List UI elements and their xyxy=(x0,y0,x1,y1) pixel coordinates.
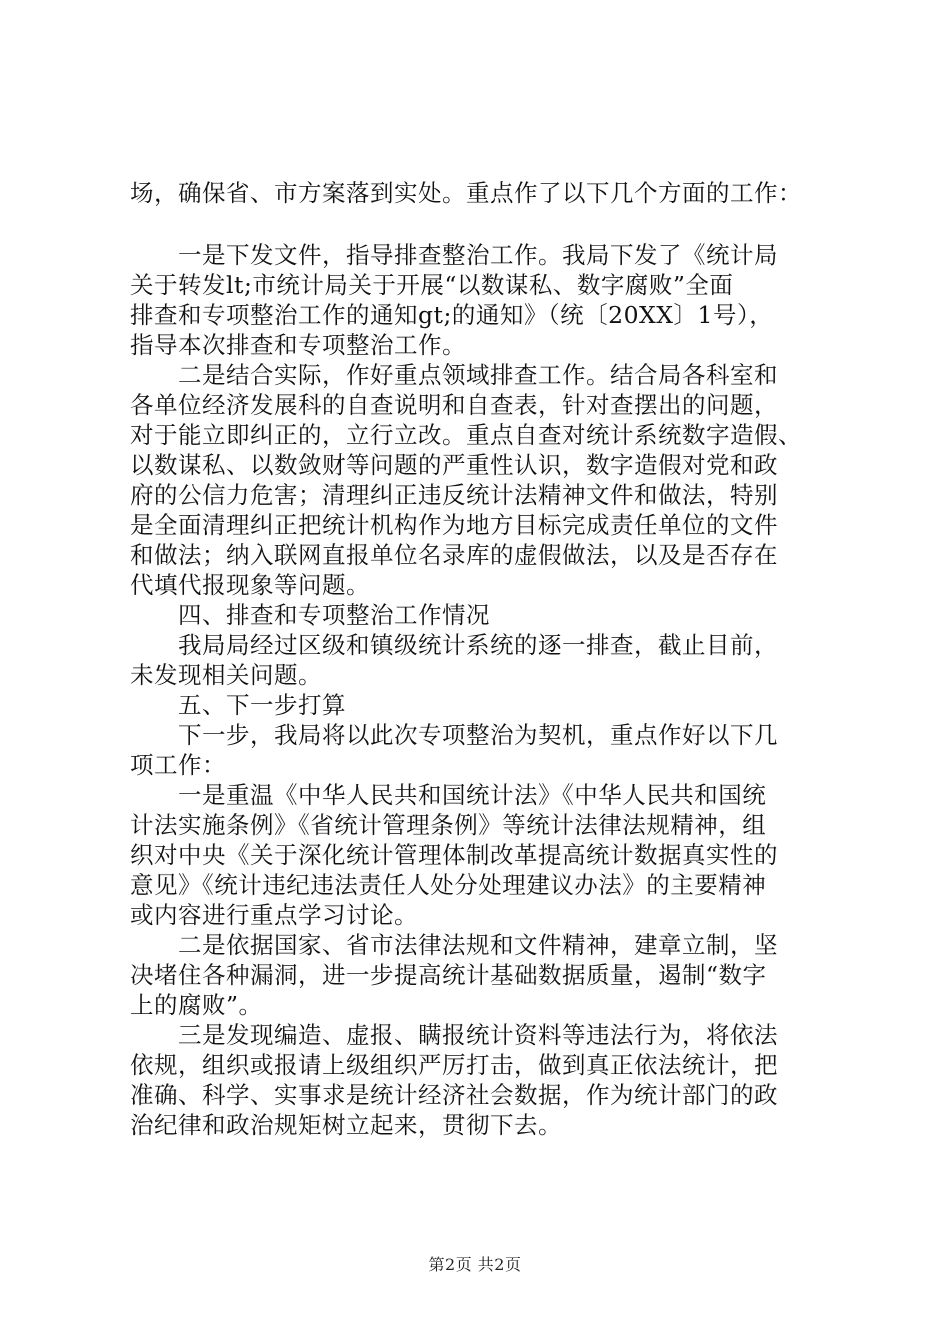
text-line: 项工作： xyxy=(130,751,226,779)
section-heading: 四、排查和专项整治工作情况 xyxy=(130,601,490,629)
text-line: 未发现相关问题。 xyxy=(130,661,322,689)
text-line: 或内容进行重点学习讨论。 xyxy=(130,901,418,929)
text-line: 准确、科学、实事求是统计经济社会数据，作为统计部门的政 xyxy=(130,1081,778,1109)
text-line: 织对中央《关于深化统计管理体制改革提高统计数据真实性的 xyxy=(130,841,778,869)
text-line: 决堵住各种漏洞，进一步提高统计基础数据质量，遏制“数字 xyxy=(130,961,767,989)
text-line: 一是下发文件，指导排查整治工作。我局下发了《统计局 xyxy=(130,241,778,269)
text-line: 意见》《统计违纪违法责任人处分处理建议办法》的主要精神 xyxy=(130,871,767,899)
text-line: 我局局经过区级和镇级统计系统的逐一排查，截止目前， xyxy=(130,631,778,659)
section-heading: 五、下一步打算 xyxy=(130,691,346,719)
text-line: 和做法；纳入联网直报单位名录库的虚假做法，以及是否存在 xyxy=(130,541,778,569)
text-line: 府的公信力危害；清理纠正违反统计法精神文件和做法，特别 xyxy=(130,481,778,509)
text-line: 场，确保省、市方案落到实处。重点作了以下几个方面的工作： xyxy=(130,179,802,207)
text-line: 指导本次排查和专项整治工作。 xyxy=(130,331,466,359)
text-line: 代填代报现象等问题。 xyxy=(130,571,370,599)
text-line: 下一步，我局将以此次专项整治为契机，重点作好以下几 xyxy=(130,721,778,749)
text-line: 治纪律和政治规矩树立起来，贯彻下去。 xyxy=(130,1111,562,1139)
text-line: 二是结合实际，作好重点领域排查工作。结合局各科室和 xyxy=(130,361,778,389)
text-line: 各单位经济发展科的自查说明和自查表，针对查摆出的问题， xyxy=(130,391,778,419)
text-line: 以数谋私、以数敛财等问题的严重性认识，数字造假对党和政 xyxy=(130,451,778,479)
text-line: 上的腐败”。 xyxy=(130,991,263,1019)
text-line: 依规，组织或报请上级组织严厉打击，做到真正依法统计，把 xyxy=(130,1051,778,1079)
text-line: 计法实施条例》《省统计管理条例》等统计法律法规精神，组 xyxy=(130,811,767,839)
page-number-footer: 第2页 共2页 xyxy=(428,1255,522,1274)
text-line: 排查和专项整治工作的通知gt;的通知》（统〔20XX〕1号）， xyxy=(130,301,774,329)
text-line: 二是依据国家、省市法律法规和文件精神，建章立制，坚 xyxy=(130,931,778,959)
text-line: 三是发现编造、虚报、瞒报统计资料等违法行为，将依法 xyxy=(130,1021,778,1049)
text-line: 关于转发lt;市统计局关于开展“以数谋私、数字腐败”全面 xyxy=(130,271,734,299)
text-line: 是全面清理纠正把统计机构作为地方目标完成责任单位的文件 xyxy=(130,511,778,539)
text-line: 对于能立即纠正的，立行立改。重点自查对统计系统数字造假、 xyxy=(130,421,802,449)
text-line: 一是重温《中华人民共和国统计法》《中华人民共和国统 xyxy=(130,781,767,809)
